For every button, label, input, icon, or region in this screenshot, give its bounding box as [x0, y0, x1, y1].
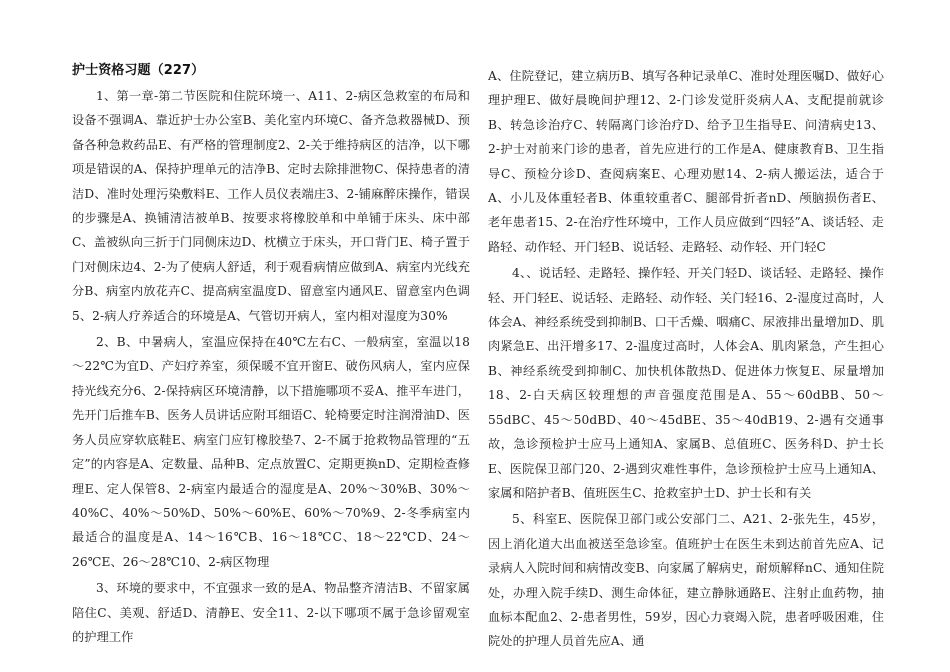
left-column: [72, 60, 470, 651]
paragraph: 5、科室E、医院保卫部门或公安部门二、A21、2-张先生，45岁，因上消化道大出血被送至急诊室。值班护士在医生未到达前首先应A、记录病人入院时间和病情改变B、向家属了解病史，耐烦解释nC、通知住院处，办理入院手续D、测生命体征，建立静脉通路E、注射止血药物，抽血标本配血2、2-患者男性，59岁，因心力衰竭入院，患者呼吸困难，住院处的护理人员首先应A、通: [488, 512, 884, 649]
paragraph: 2、B、中暑病人，室温应保持在40℃左右C、一般病室，室温以18～22℃为宜D、产妇疗养室，须保暖不宜开窗E、破伤风病人，室内应保持光线充分6、2-保持病区环境清静，以下措施哪项不妥A、推平车进门，先开门后推车B、医务人员讲话应附耳细语C、轮椅要定时注润滑油D、医务人员应穿软底鞋E、病室门应钉橡胶垫7、2-不属于抢救物品管理的“五定”的内容是A、定数量、品种B、定点放置C、定期更换nD、定期检查修理E、定人保管8、2-病室内最适合的湿度是A、20%～30%B、30%～40%C、40%～50%D、50%～60%E、60%～70%9、2-冬季病室内最适合的温度是A、14～16℃B、16～18℃C、18～22℃D、24～26℃E、26～28℃10、2-病区物理: [72, 335, 470, 569]
document-title: 护士资格习题（227）: [72, 63, 205, 78]
paragraph: A、住院登记，建立病历B、填写各种记录单C、准时处理医嘱D、做好心理护理E、做好晨晚间护理12、2-门诊发觉肝炎病人A、支配提前就诊B、转急诊治疗C、转隔离门诊治疗D、给予卫生指导E、问清病史13、2-护士对前来门诊的患者，首先应进行的工作是A、健康教育B、卫生指导C、预检分诊D、查阅病案E、心理劝慰14、2-病人搬运法，适合于A、小儿及体重轻者B、体重较重者C、腿部骨折者nD、颅脑损伤者E、老年患者15、2-在治疗性环境中，工作人员应做到“四轻”A、谈话轻、走路轻、动作轻、开门轻B、说话轻、走路轻、动作轻、开门轻C: [488, 69, 884, 254]
paragraph: 4、、说话轻、走路轻、操作轻、开关门轻D、谈话轻、走路轻、操作轻、开门轻E、说话轻、走路轻、动作轻、关门轻16、2-湿度过高时，人体会A、神经系统受到抑制B、口干舌燥、咽痛C、尿液排出量增加D、肌肉紧急E、出汗增多17、2-温度过高时，人体会A、肌肉紧急，产生担心B、神经系统受到抑制C、加快机体散热D、促进体力恢复E、尿量增加18、2-白天病区较理想的声音强度范围是A、55～60dBB、50～55dBC、45～50dBD、40～45dBE、35～40dB19、2-遇有交通事故，急诊预检护士应马上通知A、家属B、总值班C、医务科D、护士长E、医院保卫部门20、2-遇到灾难性事件，急诊预检护士应马上通知A、家属和陪护者B、值班医生C、抢救室护士D、护士长和有关: [488, 266, 884, 500]
paragraph: 1、第一章-第二节医院和住院环境一、A11、2-病区急救室的布局和设备不强调A、靠近护士办公室B、美化室内环境C、备齐急救器械D、预备各种急救药品E、有严格的管理制度2、2-关于维持病区的洁净，以下哪项是错误的A、保持护理单元的洁净B、定时去除排泄物C、保持患者的清洁D、准时处理污染敷料E、工作人员仪表端庄3、2-铺麻醉床操作，错误的步骤是A、换铺清洁被单B、按要求将橡胶单和中单铺于床头、床中部C、盖被纵向三折于门同侧床边D、枕横立于床头，开口背门E、椅子置于门对侧床边4、2-为了使病人舒适，利于观看病情应做到A、病室内光线充分B、病室内放花卉C、提高病室温度D、留意室内通风E、留意室内色调5、2-病人疗养适合的环境是A、气管切开病人，室内相对湿度为30%: [72, 89, 470, 323]
paragraph: 3、环境的要求中，不宜强求一致的是A、物品整齐清洁B、不留家属陪住C、美观、舒适D、清静E、安全11、2-以下哪项不属于急诊留观室的护理工作: [72, 581, 470, 644]
right-column: [488, 64, 884, 656]
